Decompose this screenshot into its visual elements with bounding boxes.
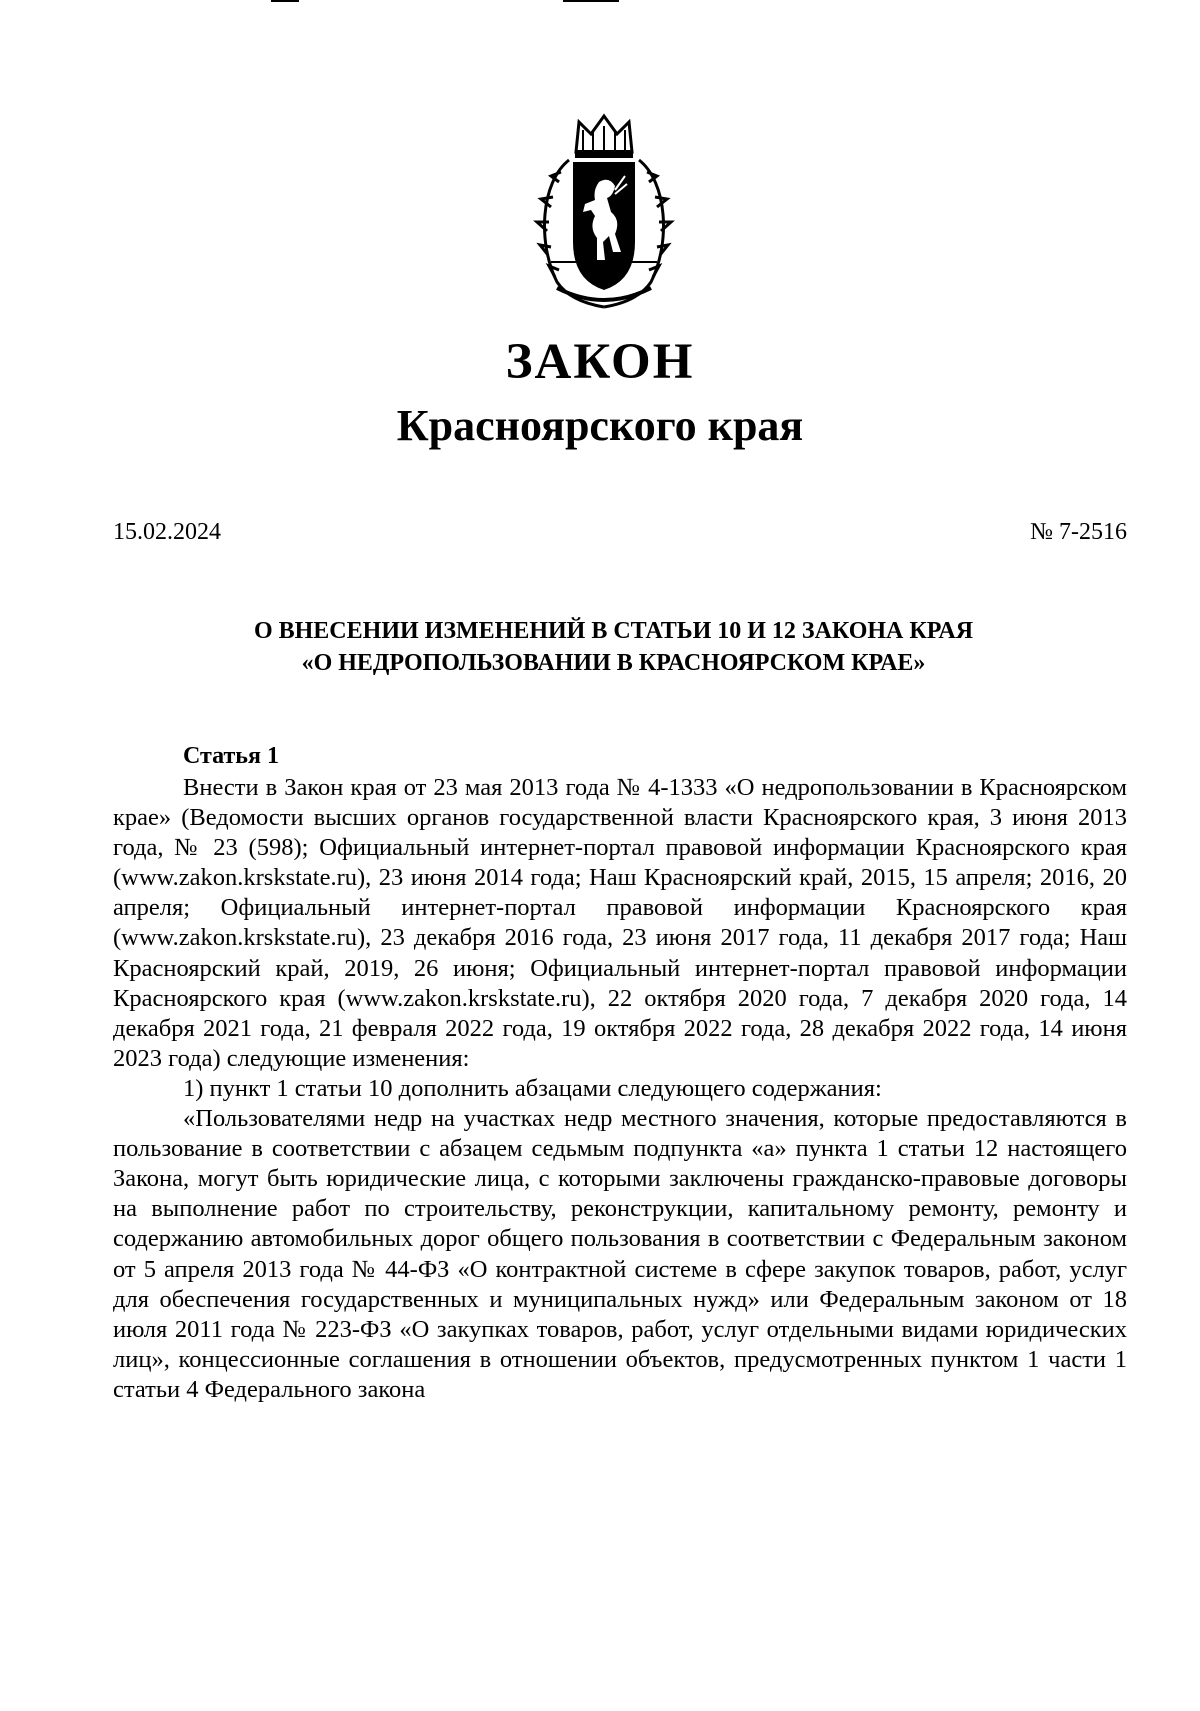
article-paragraph: Внести в Закон края от 23 мая 2013 года № 4-1333 «О недропользовании в Красноярском крае» (Ведомости высших органов государственной власти Красноярского края, 3 июня 2013 года, № 23 (598); Официальный интернет-портал правовой информации Красноярского края (www.zakon.krskstate.ru), 23 июня 2014 года; Наш Красноярский край, 2015, 15 апреля; 2016, 20 апреля; Официальный интернет-портал правовой информации Красноярского края (www.zakon.krskstate.ru), 23 декабря 2016 года, 23 июня 2017 года, 11 декабря 2017 года; Наш Красноярский край, 2019, 26 июня; Официальный интернет-портал правовой информации Красноярского края (www.zakon.krskstate.ru), 22 октября 2020 года, 7 декабря 2020 года, 14 декабря 2021 года, 21 февраля 2022 года, 19 октября 2022 года, 28 декабря 2022 года, 14 июня 2023 года) следующие изменения: [113, 774, 1127, 1072]
document-type: ЗАКОН [505, 334, 695, 390]
article-heading: Статья 1 [183, 743, 279, 769]
article-body [113, 773, 1127, 1405]
top-scan-line-right [563, 0, 619, 2]
document-number: № 7-2516 [1030, 519, 1127, 545]
top-scan-line-left [271, 0, 299, 2]
article-paragraph: 1) пункт 1 статьи 10 дополнить абзацами следующего содержания: [183, 1074, 882, 1102]
document-date: 15.02.2024 [113, 519, 221, 545]
document-title-line: О ВНЕСЕНИИ ИЗМЕНЕНИЙ В СТАТЬИ 10 И 12 ЗАКОНА КРАЯ [253, 618, 974, 644]
document-title [100, 615, 1127, 679]
article-paragraph: «Пользователями недр на участках недр местного значения, которые предоставляются в пользование в соответствии с абзацем седьмым подпункта «а» пункта 1 статьи 12 настоящего Закона, могут быть юридические лица, с которыми заключены гражданско-правовые договоры на выполнение работ по строительству, реконструкции, капитальному ремонту, ремонту и содержанию автомобильных дорог общего пользования в соответствии с Федеральным законом от 5 апреля 2013 года № 44-ФЗ «О контрактной системе в сфере закупок товаров, работ, услуг для обеспечения государственных и муниципальных нужд» или Федеральным законом от 18 июля 2011 года № 223-ФЗ «О закупках товаров, работ, услуг отдельными видами юридических лиц», концессионные соглашения в отношении объектов, предусмотренных пунктом 1 части 1 статьи 4 Федерального закона [113, 1105, 1127, 1403]
issuing-region: Красноярского края [396, 401, 804, 450]
coat-of-arms-emblem [531, 112, 677, 312]
document-title-line: «О НЕДРОПОЛЬЗОВАНИИ В КРАСНОЯРСКОМ КРАЕ» [301, 650, 926, 676]
